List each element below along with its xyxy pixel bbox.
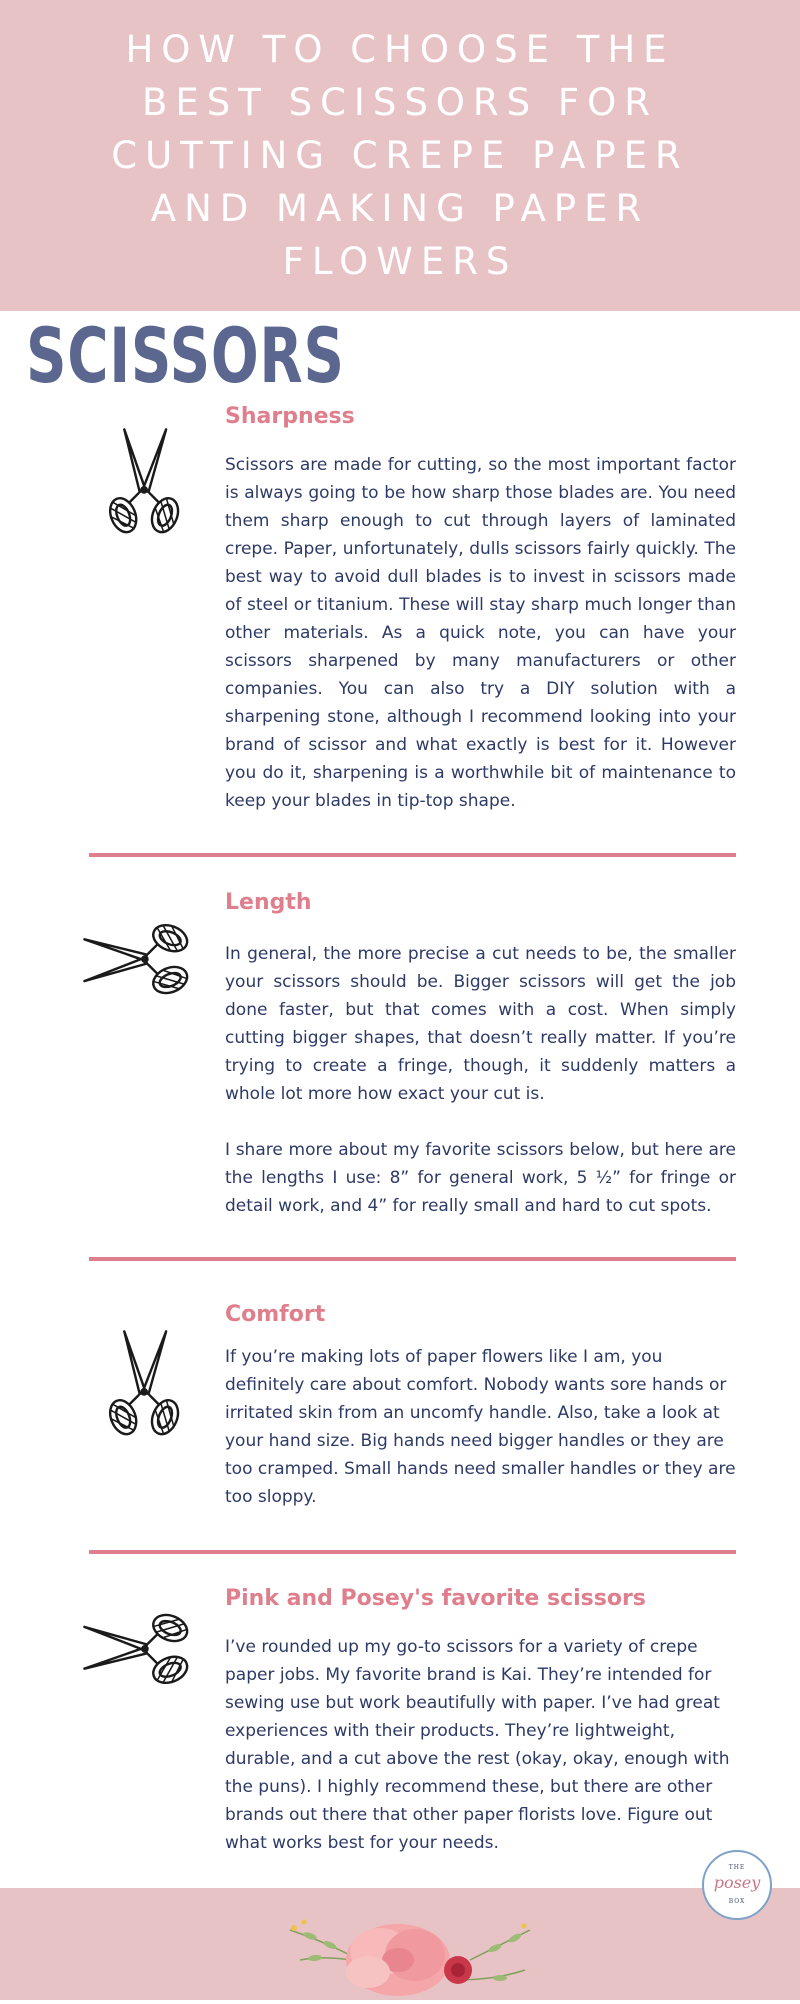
logo-line-3: BOX (728, 1898, 746, 1905)
section-paragraph: If you’re making lots of paper flowers like I am, you definitely care about comfort. Nobody wants sore hands or irritated skin from an uncomfy handle. Also, take a look at your hand size. Big hands need bigger handles or they are too cramped. Small hands need smaller handles or they are too sloppy. (225, 1347, 736, 1507)
flower-illustration (280, 1900, 540, 2000)
section-title-length: Length (225, 890, 312, 915)
section-divider (89, 1550, 736, 1554)
section-body-length (225, 940, 736, 1220)
page-title: SCISSORS (26, 311, 345, 400)
scissors-vertical-icon (88, 1327, 198, 1437)
section-divider (89, 853, 736, 857)
section-body-favorites (225, 1633, 736, 1857)
logo-line-1: THE (728, 1864, 746, 1871)
section-divider (89, 1257, 736, 1261)
section-paragraph: Scissors are made for cutting, so the most important factor is always going to be how sharp those blades are. You need them sharp enough to cut through layers of laminated crepe. Paper, unfortunately, dulls scissors fairly quickly. The best way to avoid dull blades is to invest in scissors made of steel or titanium. These will stay sharp much longer than other materials. As a quick note, you can have your scissors sharpened by many manufacturers or other companies. You can also try a DIY solution with a sharpening stone, although I recommend looking into your brand of scissor and what exactly is best for it. However you do it, sharpening is a worthwhile bit of maintenance to keep your blades in tip-top shape. (225, 455, 736, 811)
scissors-vertical-icon (88, 425, 198, 535)
section-paragraph: In general, the more precise a cut needs to be, the smaller your scissors should be. Bigger scissors will get the job done faster, but that comes with a cost. When simply cutting bigger shapes, that doesn’t really matter. If you’re trying to create a fringe, though, it suddenly matters a whole lot more how exact your cut is. (225, 944, 736, 1104)
header-title: HOW TO CHOOSE THE BEST SCISSORS FOR CUTTING CREPE PAPER AND MAKING PAPER FLOWERS (111, 28, 689, 283)
scissors-horizontal-icon (80, 903, 190, 1013)
section-title-sharpness: Sharpness (225, 404, 355, 429)
section-title-favorites: Pink and Posey's favorite scissors (225, 1586, 646, 1611)
section-paragraph: I’ve rounded up my go-to scissors for a variety of crepe paper jobs. My favorite brand is Kai. They’re intended for sewing use but work beautifully with paper. I’ve had great experiences with their products. They’re lightweight, durable, and a cut above the rest (okay, okay, enough with the puns). I highly recommend these, but there are other brands out there that other paper florists love. Figure out what works best for your needs. (225, 1637, 730, 1853)
section-body-comfort (225, 1343, 736, 1511)
section-body-sharpness (225, 451, 736, 815)
scissors-horizontal-icon (80, 1595, 190, 1705)
logo-line-2: posey (713, 1873, 761, 1892)
section-title-comfort: Comfort (225, 1302, 326, 1327)
section-paragraph: I share more about my favorite scissors below, but here are the lengths I use: 8” for general work, 5 ½” for fringe or detail work, and 4” for really small and hard to cut spots. (225, 1140, 736, 1216)
header-banner (0, 0, 800, 311)
posey-box-logo (702, 1850, 772, 1920)
